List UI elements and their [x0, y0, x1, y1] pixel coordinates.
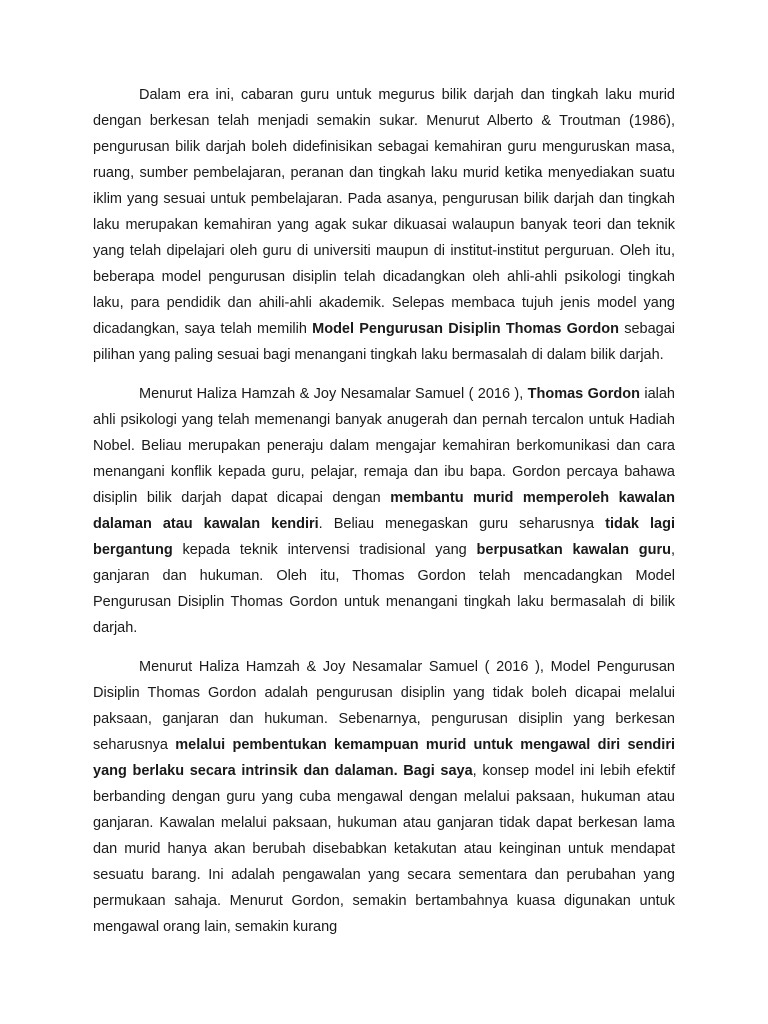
- text-run: ialah ahli psikologi yang telah memenangi banyak anugerah dan pernah tercalon untuk Hadiah Nobel. Beliau merupakan peneraju dalam mengajar kemahiran berkomunikasi dan cara menangani konflik kepada guru, pelajar, remaja dan ibu bapa. Gordon percaya bahawa disiplin bilik darjah dapat dicapai dengan: [93, 386, 675, 506]
- bold-text-run: berpusatkan kawalan guru: [476, 542, 671, 558]
- bold-text-run: Model Pengurusan Disiplin Thomas Gordon: [312, 321, 619, 337]
- text-run: sebagai pilihan yang paling sesuai bagi menangani tingkah laku bermasalah di dalam bilik darjah.: [93, 321, 675, 363]
- document-page: [93, 82, 675, 953]
- paragraph-3: [93, 654, 675, 940]
- text-run: Dalam era ini, cabaran guru untuk megurus bilik darjah dan tingkah laku murid dengan berkesan telah menjadi semakin sukar. Menurut Alberto & Troutman (1986), pengurusan bilik darjah boleh didefinisikan sebagai kemahiran guru menguruskan masa, ruang, sumber pembelajaran, peranan dan tingkah laku murid ketika menyediakan suatu iklim yang sesuai untuk pembelajaran. Pada asanya, pengurusan bilik darjah dan tingkah laku merupakan kemahiran yang agak sukar dikuasai walaupun banyak teori dan teknik yang telah dipelajari oleh guru di universiti maupun di institut-institut perguruan. Oleh itu, beberapa model pengurusan disiplin telah dicadangkan oleh ahli-ahli psikologi tingkah laku, para pendidik dan ahili-ahli akademik. Selepas membaca tujuh jenis model yang dicadangkan, saya telah memilih: [93, 87, 675, 337]
- bold-text-run: melalui pembentukan kemampuan murid untuk mengawal diri sendiri yang berlaku secara intrinsik dan dalaman. Bagi saya: [93, 737, 675, 779]
- bold-text-run: membantu murid memperoleh kawalan dalaman atau kawalan kendiri: [93, 490, 675, 532]
- bold-text-run: Thomas Gordon: [527, 386, 640, 402]
- text-run: kepada teknik intervensi tradisional yang: [172, 542, 477, 558]
- text-run: Menurut Haliza Hamzah & Joy Nesamalar Samuel ( 2016 ),: [139, 386, 528, 402]
- text-run: , konsep model ini lebih efektif berbanding dengan guru yang cuba mengawal dengan melalui paksaan, hukuman atau ganjaran. Kawalan melalui paksaan, hukuman atau ganjaran tidak dapat berkesan lama dan murid hanya akan berubah disebabkan ketakutan atau keinginan untuk mendapat sesuatu barang. Ini adalah pengawalan yang secara sementara dan perubahan yang permukaan sahaja. Menurut Gordon, semakin bertambahnya kuasa digunakan untuk mengawal orang lain, semakin kurang: [93, 763, 675, 935]
- bold-text-run: tidak lagi bergantung: [93, 516, 675, 558]
- paragraph-2: [93, 381, 675, 641]
- text-run: Menurut Haliza Hamzah & Joy Nesamalar Samuel ( 2016 ), Model Pengurusan Disiplin Thomas Gordon adalah pengurusan disiplin yang tidak boleh dicapai melalui paksaan, ganjaran dan hukuman. Sebenarnya, pengurusan disiplin yang berkesan seharusnya: [93, 659, 675, 753]
- text-run: . Beliau menegaskan guru seharusnya: [318, 516, 606, 532]
- paragraph-1: [93, 82, 675, 368]
- text-run: , ganjaran dan hukuman. Oleh itu, Thomas Gordon telah mencadangkan Model Pengurusan Disiplin Thomas Gordon untuk menangani tingkah laku bermasalah di bilik darjah.: [93, 542, 675, 636]
